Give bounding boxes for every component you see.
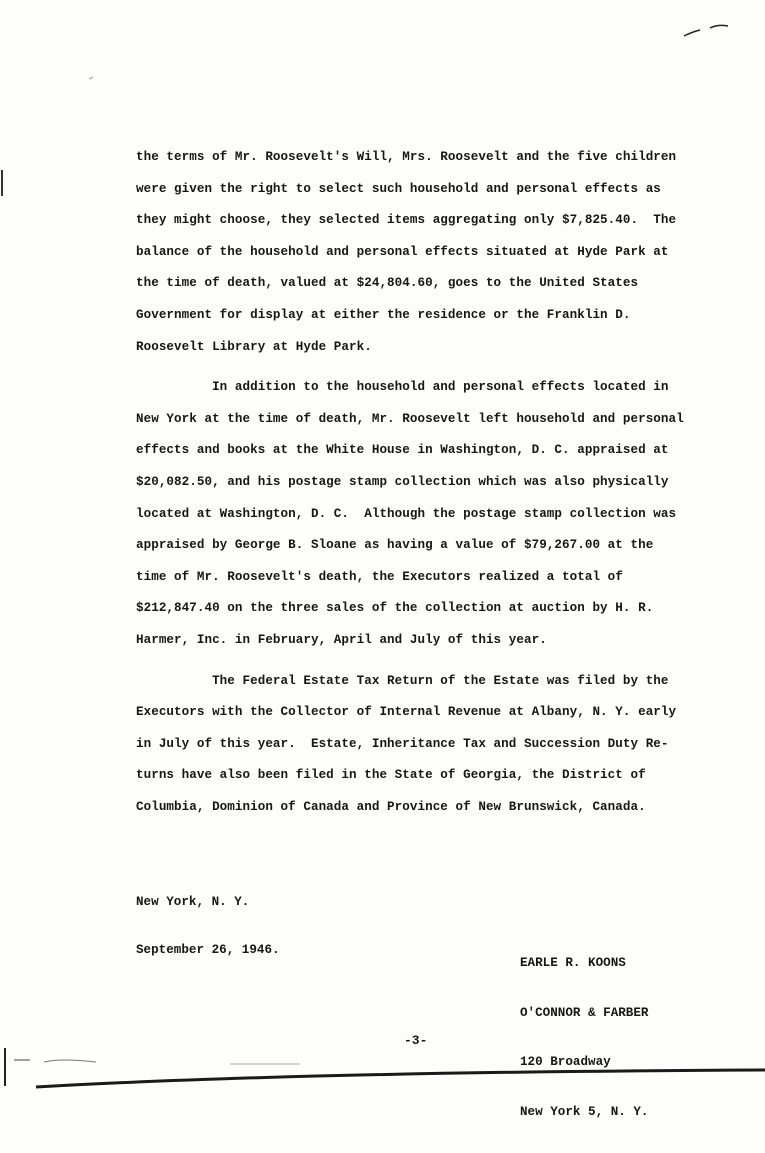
scan-speck (88, 76, 94, 80)
text-line: appraised by George B. Sloane as having a value of $79,267.00 at the (136, 538, 654, 553)
text-line: Columbia, Dominion of Canada and Province of New Brunswick, Canada. (136, 799, 646, 814)
paragraph-3 (136, 666, 711, 824)
text-line: effects and books at the White House in Washington, D. C. appraised at (136, 443, 669, 458)
text-line: Roosevelt Library at Hyde Park. (136, 339, 372, 354)
text-line: New York at the time of death, Mr. Roosevelt left household and personal (136, 411, 684, 426)
signature-block (520, 922, 648, 1153)
text-line: $20,082.50, and his postage stamp collection which was also physically (136, 474, 669, 489)
place-and-date (136, 862, 280, 990)
text-line: time of Mr. Roosevelt's death, the Executors realized a total of (136, 569, 623, 584)
text-line: balance of the household and personal effects situated at Hyde Park at (136, 244, 669, 259)
firm-city: New York 5, N. Y. (520, 1104, 649, 1119)
paragraph-2 (136, 372, 711, 656)
text-line: in July of this year. Estate, Inheritance Tax and Succession Duty Re- (136, 736, 669, 751)
text-line: the time of death, valued at $24,804.60, goes to the United States (136, 276, 639, 291)
date: September 26, 1946. (136, 943, 280, 957)
page-number: -3- (404, 1033, 428, 1048)
text-line: located at Washington, D. C. Although the postage stamp collection was (136, 506, 677, 521)
paragraph-1 (136, 142, 711, 363)
text-line: Executors with the Collector of Internal Revenue at Albany, N. Y. early (136, 705, 677, 720)
place: New York, N. Y. (136, 895, 250, 909)
firm-street: 120 Broadway (520, 1055, 611, 1069)
text-line: the terms of Mr. Roosevelt's Will, Mrs. Roosevelt and the five children (136, 150, 677, 164)
signer-name: EARLE R. KOONS (520, 956, 626, 970)
text-line: turns have also been filed in the State of Georgia, the District of (136, 768, 646, 783)
text-line: they might choose, they selected items aggregating only $7,825.40. The (136, 213, 677, 228)
text-line: The Federal Estate Tax Return of the Estate was filed by the (136, 673, 669, 688)
text-line: Government for display at either the residence or the Franklin D. (136, 307, 631, 322)
text-line: were given the right to select such household and personal effects as (136, 181, 661, 196)
scan-edge-bottom (0, 1048, 765, 1090)
pen-mark-top-right (682, 20, 732, 42)
margin-mark-left (0, 170, 4, 196)
letter-body (136, 142, 711, 823)
text-line: $212,847.40 on the three sales of the collection at auction by H. R. (136, 601, 654, 616)
text-line: In addition to the household and personal effects located in (136, 380, 669, 395)
text-line: Harmer, Inc. in February, April and July of this year. (136, 632, 547, 647)
firm-name: O'CONNOR & FARBER (520, 1005, 649, 1020)
